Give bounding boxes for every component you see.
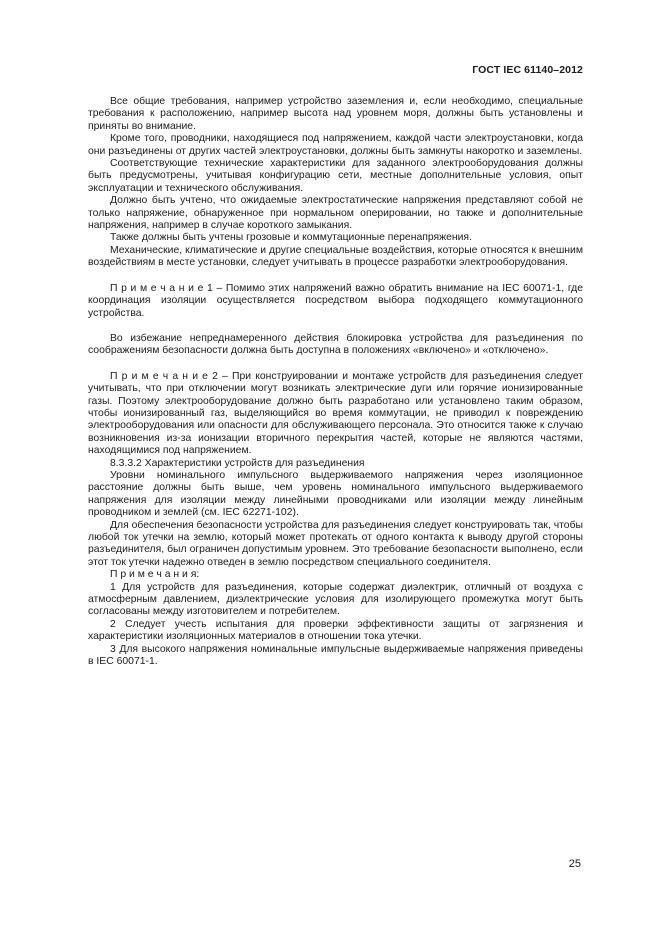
note-text: 2 – При конструировании и монтаже устройств для разъединения следует учитывать, что при отключении могут возникать электрические дуги или горячие ионизированные газы. Поэтому электрооборудование должно быть разработано или установлено таким образом, чтобы ионизированный газ, выделяющийся во время коммутации, не приводил к повреждению электрооборудования или опасности для обслуживающего персонала. Это относится также к случаю возникновения из-за ионизации вторичного перекрытия частей, которые не являются частями, находящимися под напряжением. (88, 370, 584, 457)
document-body (88, 96, 583, 668)
notes-label: П р и м е ч а н и я: (110, 569, 200, 581)
note-item: 3 Для высокого напряжения номинальные импульсные выдерживаемые напряжения приведены в IEC 60071-1. (88, 643, 583, 668)
paragraph: Для обеспечения безопасности устройства для разъединения следует конструировать так, чтобы любой ток утечки на землю, который может протекать от одного контакта к выводу другой стороны разъединителя, был ограничен допустимым уровнем. Это требование безопасности выполнено, если этот ток утечки надежно отведен в землю посредством специального соединителя. (88, 519, 583, 568)
note-text: 1 – Помимо этих напряжений важно обратить внимание на IEC 60071-1, где координация изоляции осуществляется посредством выбора подходящего коммутационного устройства. (88, 282, 584, 319)
note-item: 1 Для устройств для разъединения, которые содержат диэлектрик, отличный от воздуха с атмосферным давлением, диэлектрические условия для изолирующего промежутка могут быть согласованы между изготовителем и потребителем. (88, 581, 583, 618)
note-1 (88, 283, 583, 320)
paragraph: Механические, климатические и другие специальные воздействия, которые относятся к внешним воздействиям в месте установки, следует учитывать в процессе разработки электрооборудования. (88, 244, 583, 269)
note-label: П р и м е ч а н и е (110, 282, 204, 294)
paragraph: Должно быть учтено, что ожидаемые электростатические напряжения представляют собой не только напряжение, обнаруженное при нормальном оперировании, но также и дополнительные напряжения, например в случае короткого замыкания. (88, 195, 583, 232)
section-heading: 8.3.3.2 Характеристики устройств для разъединения (110, 457, 365, 469)
note-label: П р и м е ч а н и е (110, 370, 208, 382)
paragraph: Уровни номинального импульсного выдерживаемого напряжения через изоляционное расстояние должны быть выше, чем уровень номинального импульсного выдерживаемого напряжения для изоляции между линейными проводниками или изоляции между линейным проводником и землей (см. IEC 62271-102). (88, 469, 583, 519)
paragraph: Кроме того, проводники, находящиеся под напряжением, каждой части электроустановки, когда они разъединены от других частей электроустановки, должны быть замкнуты накоротко и заземлены. (88, 133, 583, 157)
paragraph: Все общие требования, например устройство заземления и, если необходимо, специальные требования к расположению, например высота над уровнем моря, должны быть установлены и приняты во внимание. (88, 96, 583, 132)
paragraph: Также должны быть учтены грозовые и коммутационные перенапряжения. (110, 232, 472, 244)
page-number: 25 (568, 858, 581, 870)
paragraph: Соответствующие технические характеристики для заданного электрооборудования должны быть предусмотрены, учитывая конфигурацию сети, местные дополнительные условия, опыт эксплуатации и технического обслуживания. (88, 158, 583, 194)
standard-header: ГОСТ IEC 61140–2012 (472, 64, 583, 76)
paragraph: Во избежание непреднамеренного действия блокировка устройства для разъединения по соображениям безопасности должна быть доступна в положениях «включено» и «отключено». (88, 332, 583, 357)
note-2 (88, 371, 583, 458)
note-item: 2 Следует учесть испытания для проверки эффективности защиты от загрязнения и характеристики изоляционных материалов в отношении тока утечки. (88, 618, 583, 643)
